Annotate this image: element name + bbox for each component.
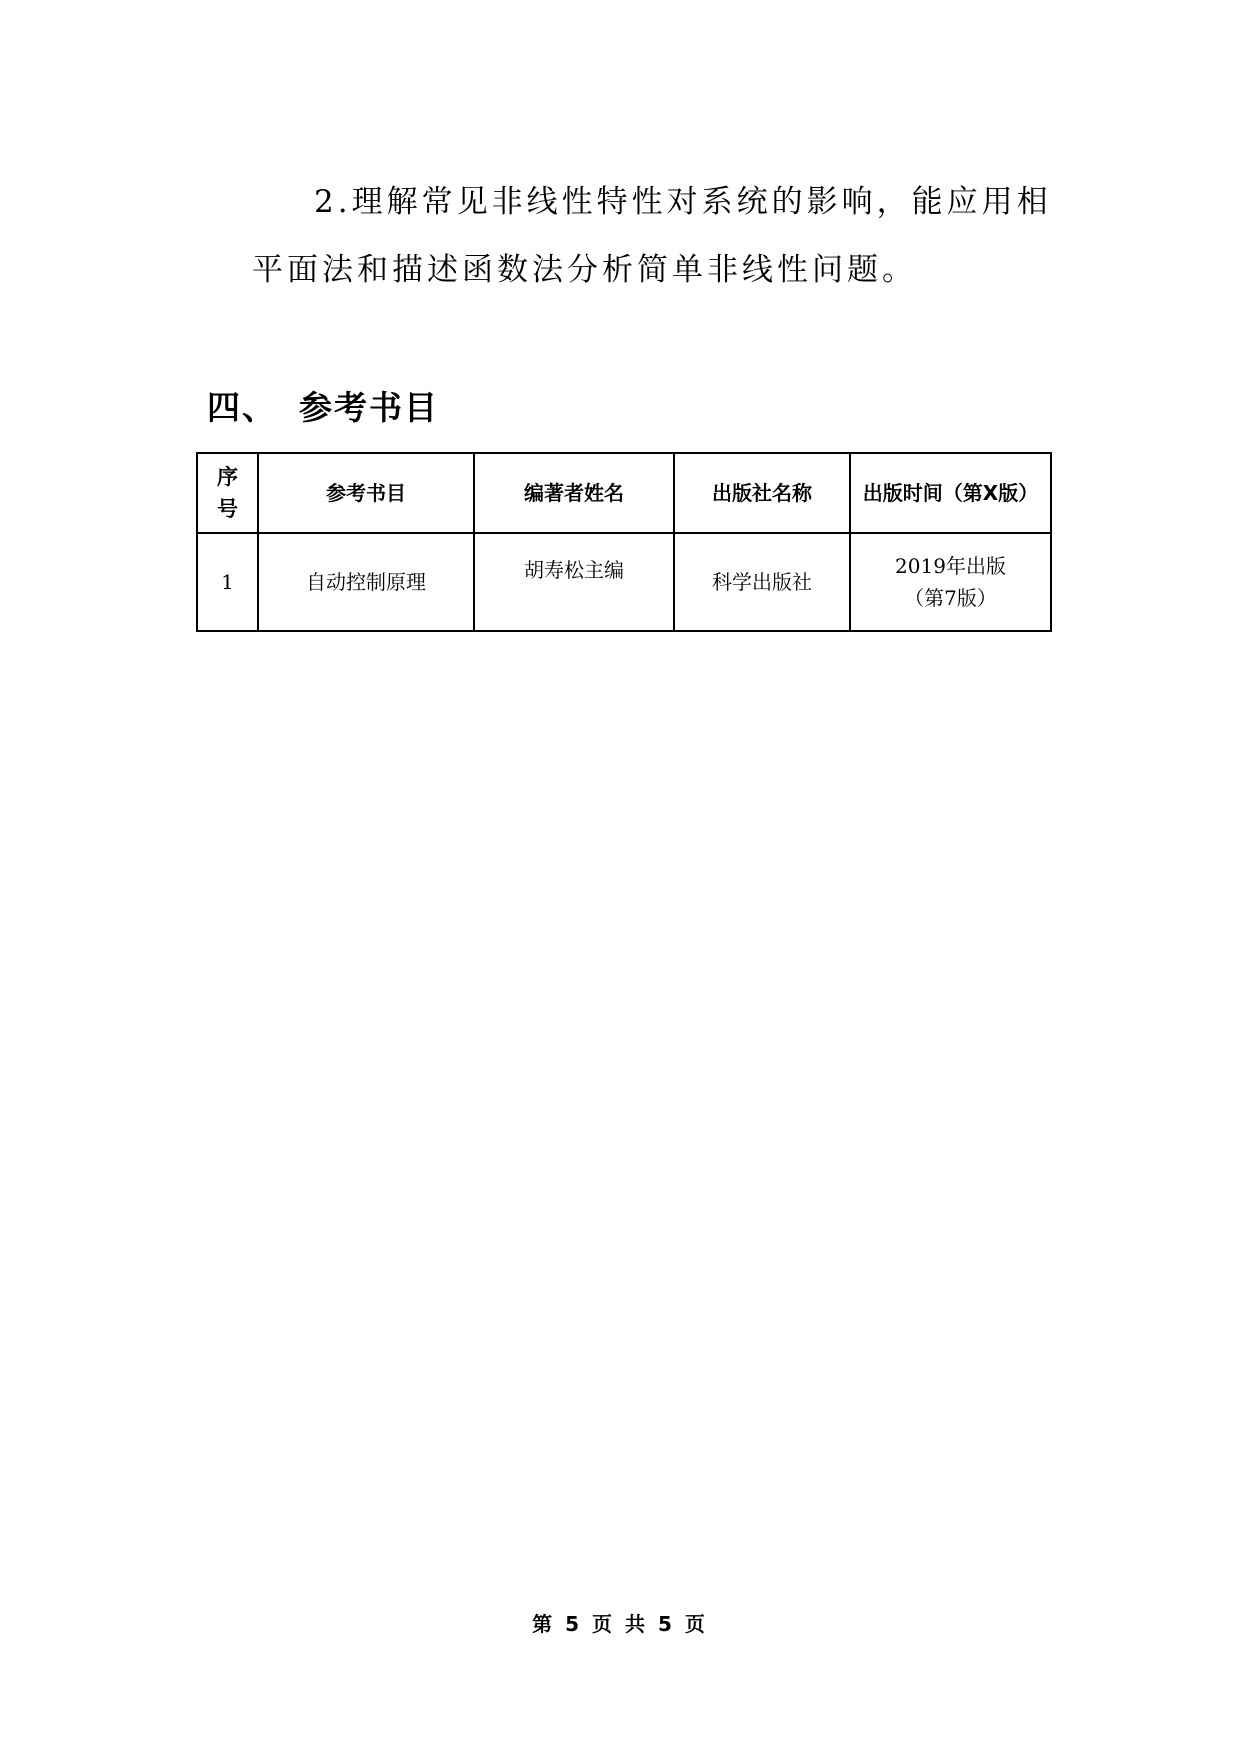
cell-year: 2019年出版	[895, 554, 1006, 578]
page-footer: 第 5 页 共 5 页	[532, 1612, 708, 1636]
header-book: 参考书目	[258, 453, 474, 533]
paragraph-line-2: 平面法和描述函数法分析简单非线性问题。	[252, 252, 917, 288]
header-index: 序 号	[197, 453, 258, 533]
cell-publisher: 科学出版社	[674, 533, 850, 631]
cell-book: 自动控制原理	[258, 533, 474, 631]
section-title: 参考书目	[299, 388, 439, 427]
section-heading	[207, 382, 439, 429]
header-author: 编著者姓名	[474, 453, 674, 533]
cell-edition	[850, 533, 1051, 631]
cell-edition-number: （第7版）	[904, 586, 997, 610]
cell-index: 1	[197, 533, 258, 631]
table-header-row	[197, 453, 1051, 533]
header-publisher: 出版社名称	[674, 453, 850, 533]
requirement-paragraph	[252, 168, 1052, 304]
table-row	[197, 533, 1051, 631]
header-edition: 出版时间（第X版）	[850, 453, 1051, 533]
section-number: 四、	[207, 388, 277, 427]
cell-author: 胡寿松主编	[474, 533, 674, 631]
paragraph-line-1: 2.理解常见非线性特性对系统的影响，能应用相	[314, 184, 1052, 220]
reference-book-table	[196, 452, 1052, 632]
